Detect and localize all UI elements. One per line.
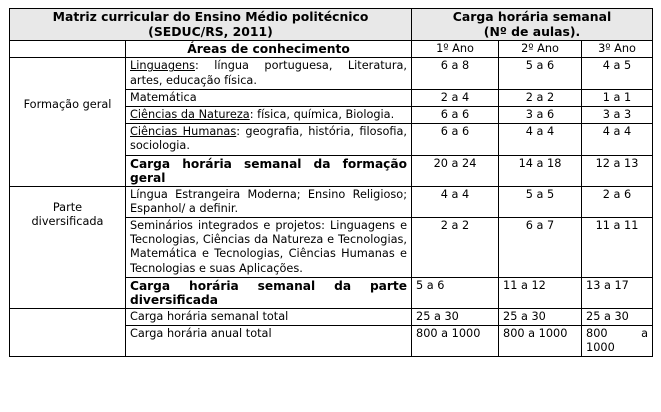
empty-total-cell	[10, 308, 126, 357]
area-cell	[126, 107, 412, 124]
ano3-value: 1 a 1	[582, 89, 653, 106]
ano3-value: 4 a 4	[582, 124, 653, 155]
ano1-value: 800 a 1000	[412, 326, 499, 357]
carga-header: Carga horária semanal	[452, 9, 612, 24]
ano1-value: 6 a 6	[412, 107, 499, 124]
table-row	[10, 186, 653, 217]
ano3-value: 4 a 5	[582, 58, 653, 89]
ano1-value: 25 a 30	[412, 308, 499, 325]
ano3-anual-line2: 1000	[586, 341, 615, 355]
table-subtitle: (SEDUC/RS, 2011)	[148, 23, 273, 39]
ano3-value: 3 a 3	[582, 107, 653, 124]
ano3-anual-line1: 800 a	[586, 327, 649, 341]
area-cell	[126, 124, 412, 155]
area-detail: : física, química, Biologia.	[249, 108, 395, 121]
carga-header-cell	[412, 9, 653, 41]
column-header-row	[10, 41, 653, 58]
ano3-value: 11 a 11	[582, 218, 653, 278]
area-name: Ciências Humanas	[130, 125, 237, 139]
ano2-value: 3 a 6	[499, 107, 582, 124]
anual-total-label: Carga horária anual total	[126, 326, 412, 357]
ano2-value: 2 a 2	[499, 89, 582, 106]
area-detail: : geografia, história, filosofia, sociologia.	[130, 125, 408, 153]
ano3-value	[582, 326, 653, 357]
ano2-value: 11 a 12	[499, 277, 582, 308]
area-cell: Língua Estrangeira Moderna; Ensino Religioso; Espanhol/ a definir.	[126, 186, 412, 217]
table-title: Matriz curricular do Ensino Médio politécnico	[52, 9, 369, 24]
formacao-geral-total-label: Carga horária semanal da formação geral	[126, 155, 412, 186]
ano3-value: 13 a 17	[582, 277, 653, 308]
curriculum-table	[9, 8, 653, 357]
empty-header-cell	[10, 41, 126, 58]
ano2-value: 800 a 1000	[499, 326, 582, 357]
area-name: Linguagens	[130, 59, 196, 73]
formacao-geral-text: Formação geral	[23, 97, 112, 111]
table-row	[10, 58, 653, 89]
area-name: Ciências da Natureza	[130, 108, 250, 121]
ano2-value: 5 a 5	[499, 186, 582, 217]
ano2-value: 4 a 4	[499, 124, 582, 155]
carga-subheader: (Nº de aulas).	[483, 23, 581, 39]
parte-diversificada-label	[10, 186, 126, 308]
parte-label-line2: diversificada	[31, 214, 104, 228]
title-cell	[10, 9, 412, 41]
ano3-value: 2 a 6	[582, 186, 653, 217]
ano1-value: 2 a 2	[412, 218, 499, 278]
ano1-value: 4 a 4	[412, 186, 499, 217]
ano1-header: 1º Ano	[412, 41, 499, 58]
ano3-value: 12 a 13	[582, 155, 653, 186]
ano2-value: 14 a 18	[499, 155, 582, 186]
area-cell	[126, 58, 412, 89]
area-cell: Seminários integrados e projetos: Linguagens e Tecnologias, Ciências da Natureza e Tecnologias, Matemática e Tecnologias, Ciências Humanas e Tecnologias e suas Aplicações.	[126, 218, 412, 278]
parte-diversificada-total-label: Carga horária semanal da parte diversificada	[126, 277, 412, 308]
header-row	[10, 9, 653, 41]
ano2-value: 25 a 30	[499, 308, 582, 325]
areas-header: Áreas de conhecimento	[126, 41, 412, 58]
ano2-value: 6 a 7	[499, 218, 582, 278]
ano3-value: 25 a 30	[582, 308, 653, 325]
area-cell	[126, 89, 412, 106]
ano3-header: 3º Ano	[582, 41, 653, 58]
ano1-value: 6 a 6	[412, 124, 499, 155]
area-detail: Matemática	[130, 90, 197, 104]
formacao-geral-label	[10, 58, 126, 186]
ano1-value: 20 a 24	[412, 155, 499, 186]
semanal-total-label: Carga horária semanal total	[126, 308, 412, 325]
parte-label-line1: Parte	[52, 200, 83, 214]
ano2-header: 2º Ano	[499, 41, 582, 58]
ano2-value: 5 a 6	[499, 58, 582, 89]
area-detail: : língua portuguesa, Literatura, artes, educação física.	[130, 59, 408, 87]
ano1-value: 2 a 4	[412, 89, 499, 106]
table-row	[10, 308, 653, 325]
ano1-value: 6 a 8	[412, 58, 499, 89]
ano1-value: 5 a 6	[412, 277, 499, 308]
